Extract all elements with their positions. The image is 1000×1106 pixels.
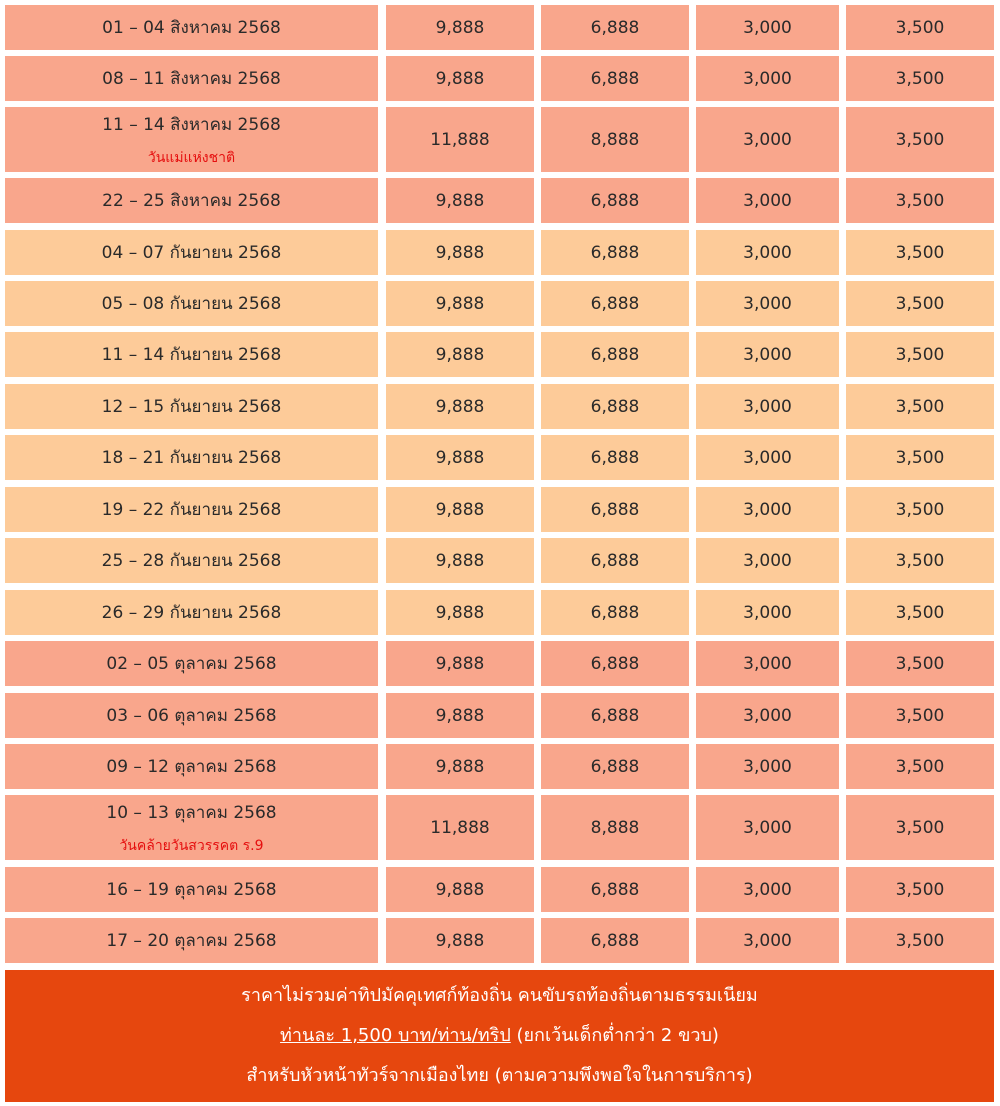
travel-dates-cell [5,693,378,738]
price-cell-3: 3,000 [696,56,839,101]
travel-dates: 12 – 15 กันยายน 2568 [101,397,282,417]
price-cell-4: 3,500 [846,56,994,101]
price-cell-1: 9,888 [386,5,534,50]
price-cell-4: 3,500 [846,5,994,50]
travel-dates: 09 – 12 ตุลาคม 2568 [106,757,277,777]
travel-dates-cell [5,590,378,635]
table-row [0,178,1000,223]
price-cell-2: 6,888 [541,435,689,480]
price-cell-1: 9,888 [386,435,534,480]
price-cell-4: 3,500 [846,918,994,963]
price-cell-2: 6,888 [541,5,689,50]
price-cell-1: 9,888 [386,918,534,963]
price-cell-3: 3,000 [696,230,839,275]
holiday-note: วันคล้ายวันสวรรคต ร.9 [119,837,264,854]
tip-notice-banner [5,970,994,1102]
price-cell-4: 3,500 [846,867,994,912]
table-row [0,56,1000,101]
price-cell-1: 9,888 [386,641,534,686]
price-cell-3: 3,000 [696,5,839,50]
travel-dates: 11 – 14 สิงหาคม 2568 [102,114,281,135]
travel-dates-cell [5,107,378,172]
price-cell-2: 6,888 [541,590,689,635]
price-cell-1: 9,888 [386,744,534,789]
price-cell-1: 9,888 [386,590,534,635]
price-cell-2: 6,888 [541,867,689,912]
price-cell-1: 9,888 [386,867,534,912]
travel-dates-cell [5,867,378,912]
price-cell-4: 3,500 [846,384,994,429]
price-cell-2: 8,888 [541,107,689,172]
travel-dates: 05 – 08 กันยายน 2568 [101,294,282,314]
travel-dates: 03 – 06 ตุลาคม 2568 [106,706,277,726]
price-cell-1: 9,888 [386,332,534,377]
travel-dates-cell [5,641,378,686]
table-row [0,332,1000,377]
price-cell-1: 11,888 [386,107,534,172]
price-cell-1: 11,888 [386,795,534,860]
price-cell-2: 6,888 [541,332,689,377]
travel-dates-cell [5,538,378,583]
travel-dates-cell [5,332,378,377]
price-cell-3: 3,000 [696,178,839,223]
travel-dates: 01 – 04 สิงหาคม 2568 [102,18,281,38]
table-row [0,487,1000,532]
table-row [0,590,1000,635]
travel-dates: 22 – 25 สิงหาคม 2568 [102,191,281,211]
price-cell-4: 3,500 [846,795,994,860]
price-cell-1: 9,888 [386,487,534,532]
travel-dates-cell [5,384,378,429]
price-cell-3: 3,000 [696,435,839,480]
travel-dates-cell [5,230,378,275]
price-cell-4: 3,500 [846,590,994,635]
price-cell-4: 3,500 [846,281,994,326]
price-cell-3: 3,000 [696,590,839,635]
price-cell-4: 3,500 [846,538,994,583]
travel-dates: 26 – 29 กันยายน 2568 [101,603,282,623]
table-row [0,795,1000,860]
price-cell-1: 9,888 [386,538,534,583]
price-cell-3: 3,000 [696,918,839,963]
travel-dates-cell [5,5,378,50]
travel-dates-cell [5,56,378,101]
travel-dates: 04 – 07 กันยายน 2568 [101,243,282,263]
price-cell-3: 3,000 [696,281,839,326]
price-cell-2: 6,888 [541,641,689,686]
price-cell-3: 3,000 [696,641,839,686]
price-cell-3: 3,000 [696,538,839,583]
price-cell-1: 9,888 [386,384,534,429]
price-cell-4: 3,500 [846,435,994,480]
tip-exception: (ยกเว้นเด็กต่ำกว่า 2 ขวบ) [510,1025,719,1046]
travel-dates-cell [5,744,378,789]
price-cell-2: 6,888 [541,744,689,789]
table-row [0,918,1000,963]
price-cell-3: 3,000 [696,384,839,429]
price-cell-4: 3,500 [846,641,994,686]
price-cell-3: 3,000 [696,332,839,377]
travel-dates-cell [5,178,378,223]
travel-dates: 11 – 14 กันยายน 2568 [101,345,282,365]
table-row [0,230,1000,275]
price-cell-2: 6,888 [541,918,689,963]
travel-dates: 17 – 20 ตุลาคม 2568 [106,931,277,951]
travel-dates: 08 – 11 สิงหาคม 2568 [102,69,281,89]
price-cell-2: 6,888 [541,230,689,275]
price-cell-2: 6,888 [541,693,689,738]
travel-dates-cell [5,281,378,326]
table-row [0,867,1000,912]
travel-dates-cell [5,795,378,860]
price-cell-2: 6,888 [541,56,689,101]
price-cell-1: 9,888 [386,178,534,223]
price-cell-4: 3,500 [846,332,994,377]
price-cell-2: 6,888 [541,538,689,583]
price-cell-3: 3,000 [696,867,839,912]
travel-dates-cell [5,435,378,480]
price-cell-4: 3,500 [846,693,994,738]
table-row [0,107,1000,172]
table-row [0,538,1000,583]
price-cell-3: 3,000 [696,487,839,532]
price-cell-1: 9,888 [386,693,534,738]
travel-dates: 16 – 19 ตุลาคม 2568 [106,880,277,900]
table-row [0,641,1000,686]
table-row [0,744,1000,789]
price-cell-4: 3,500 [846,487,994,532]
travel-dates: 19 – 22 กันยายน 2568 [101,500,282,520]
travel-dates-cell [5,918,378,963]
price-cell-3: 3,000 [696,744,839,789]
price-cell-4: 3,500 [846,107,994,172]
price-cell-1: 9,888 [386,56,534,101]
tip-notice-line-3: สำหรับหัวหน้าทัวร์จากเมืองไทย (ตามความพึงพอใจในการบริการ) [246,1065,753,1086]
travel-dates: 10 – 13 ตุลาคม 2568 [106,802,277,823]
price-cell-2: 8,888 [541,795,689,860]
travel-dates: 02 – 05 ตุลาคม 2568 [106,654,277,674]
tip-notice-line-1: ราคาไม่รวมค่าทิปมัคคุเทศก์ท้องถิ่น คนขับรถท้องถิ่นตามธรรมเนียม [241,985,758,1006]
price-cell-2: 6,888 [541,178,689,223]
price-cell-4: 3,500 [846,230,994,275]
price-cell-4: 3,500 [846,744,994,789]
travel-dates: 25 – 28 กันยายน 2568 [101,551,282,571]
table-row [0,281,1000,326]
price-cell-2: 6,888 [541,384,689,429]
tip-notice-line-2 [5,1016,994,1056]
table-row [0,5,1000,50]
price-cell-1: 9,888 [386,230,534,275]
price-cell-3: 3,000 [696,795,839,860]
price-cell-2: 6,888 [541,487,689,532]
holiday-note: วันแม่แห่งชาติ [147,149,236,166]
travel-dates-cell [5,487,378,532]
price-cell-3: 3,000 [696,693,839,738]
table-row [0,384,1000,429]
price-cell-1: 9,888 [386,281,534,326]
tip-amount: ท่านละ 1,500 บาท/ท่าน/ทริป [280,1025,511,1046]
price-cell-4: 3,500 [846,178,994,223]
travel-dates: 18 – 21 กันยายน 2568 [101,448,282,468]
table-row [0,693,1000,738]
table-row [0,435,1000,480]
price-cell-3: 3,000 [696,107,839,172]
price-cell-2: 6,888 [541,281,689,326]
